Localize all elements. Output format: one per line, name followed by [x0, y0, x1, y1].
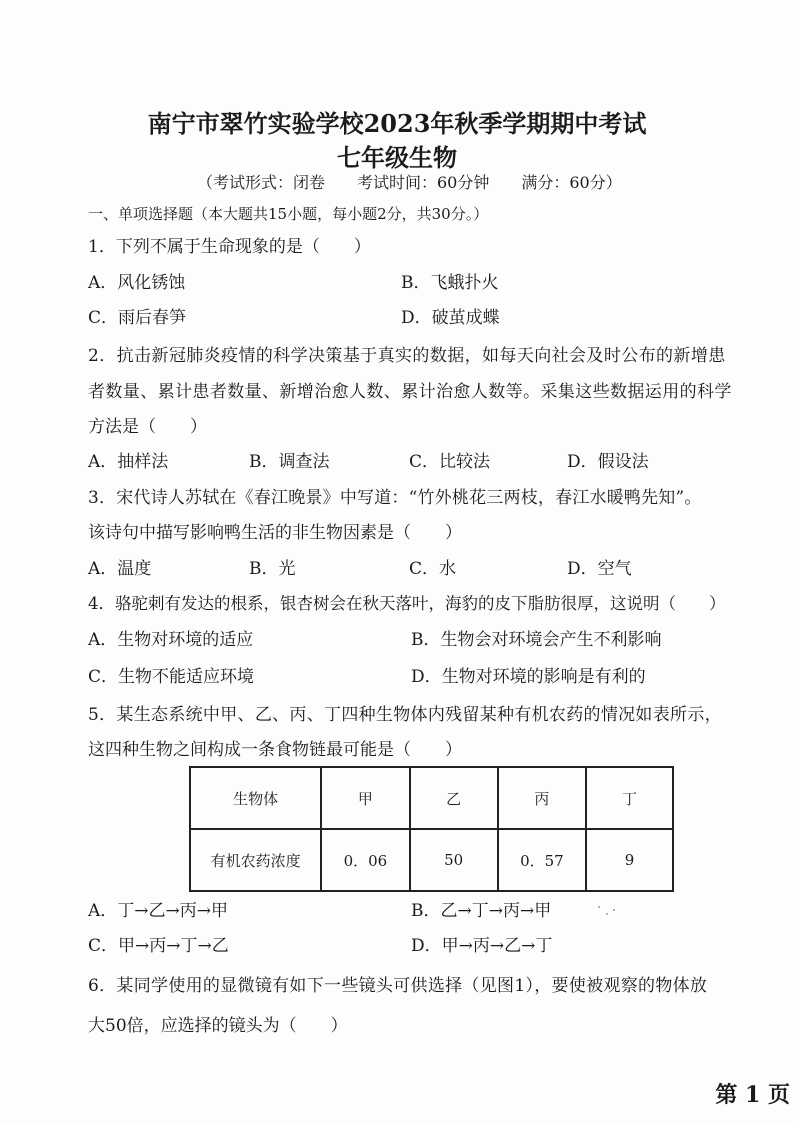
question-1-option-d: D．破茧成蝶 — [401, 308, 500, 328]
question-3-option-d: D．空气 — [567, 559, 632, 579]
exam-title: 南宁市翠竹实验学校2023年秋季学期期中考试 — [147, 109, 647, 138]
table-header-cell: 丙 — [498, 767, 586, 829]
table-header-cell: 生物体 — [190, 767, 321, 829]
question-1-option-b: B．飞蛾扑火 — [401, 273, 499, 293]
question-1-stem: 1．下列不属于生命现象的是（ ） — [88, 237, 371, 257]
question-4-option-c: C．生物不能适应环境 — [88, 667, 255, 687]
question-1-option-c: C．雨后春笋 — [88, 308, 187, 328]
table-cell: 0．06 — [321, 829, 409, 891]
question-2-option-d: D．假设法 — [567, 452, 649, 472]
table-header-cell: 甲 — [321, 767, 409, 829]
scan-speck — [613, 909, 615, 911]
question-5-option-d: D．甲→丙→乙→丁 — [411, 936, 553, 956]
page-number: 第 1 页 — [715, 1082, 790, 1108]
question-1-option-a: A．风化锈蚀 — [88, 273, 186, 293]
question-4-stem: 4．骆驼刺有发达的根系，银杏树会在秋天落叶，海豹的皮下脂肪很厚，这说明（ ） — [88, 594, 726, 613]
question-3-option-c: C．水 — [409, 559, 457, 579]
table-cell: 9 — [586, 829, 673, 891]
question-2-option-a: A．抽样法 — [88, 452, 169, 472]
question-3-line-2: 该诗句中描写影响鸭生活的非生物因素是（ ） — [88, 523, 462, 543]
question-4-option-d: D．生物对环境的影响是有利的 — [411, 667, 646, 687]
table-cell: 0．57 — [498, 829, 586, 891]
question-4-option-a: A．生物对环境的适应 — [88, 630, 254, 650]
exam-info: （考试形式：闭卷 考试时间：60分钟 满分：60分） — [197, 173, 622, 192]
question-3-option-a: A．温度 — [88, 559, 152, 579]
question-4-option-b: B．生物会对环境会产生不利影响 — [411, 630, 662, 650]
exam-subtitle: 七年级生物 — [337, 143, 457, 172]
question-2-line-2: 者数量、累计患者数量、新增治愈人数、累计治愈人数等。采集这些数据运用的科学 — [88, 382, 732, 402]
question-5-line-2: 这四种生物之间构成一条食物链最可能是（ ） — [88, 740, 462, 760]
question-2-line-3: 方法是（ ） — [88, 417, 207, 437]
question-5-option-b: B．乙→丁→丙→甲 — [411, 901, 552, 921]
question-6-line-2: 大50倍，应选择的镜头为（ ） — [88, 1016, 348, 1036]
table-header-cell: 乙 — [410, 767, 498, 829]
question-3-option-b: B．光 — [249, 559, 296, 579]
question-5-line-1: 5．某生态系统中甲、乙、丙、丁四种生物体内残留某种有机农药的情况如表所示， — [88, 705, 722, 725]
scan-speck — [598, 906, 600, 908]
table-header-cell: 丁 — [586, 767, 673, 829]
question-6-line-1: 6．某同学使用的显微镜有如下一些镜头可供选择（见图1），要使被观察的物体放 — [88, 976, 708, 996]
question-3-line-1: 3．宋代诗人苏轼在《春江晚景》中写道：“竹外桃花三两枝，春江水暖鸭先知”。 — [88, 488, 702, 508]
scan-speck — [606, 913, 608, 915]
table-cell: 50 — [410, 829, 498, 891]
question-5-option-c: C．甲→丙→丁→乙 — [88, 936, 229, 956]
question-2-option-b: B．调查法 — [249, 452, 330, 472]
table-cell: 有机农药浓度 — [190, 829, 321, 891]
question-2-option-c: C．比较法 — [409, 452, 491, 472]
question-2-line-1: 2．抗击新冠肺炎疫情的科学决策基于真实的数据，如每天向社会及时公布的新增患 — [88, 346, 726, 366]
question-5-option-a: A．丁→乙→丙→甲 — [88, 901, 229, 921]
section-heading: 一、单项选择题（本大题共15小题，每小题2分，共30分。） — [88, 205, 489, 223]
pesticide-table — [189, 766, 674, 892]
table-header-row — [190, 767, 673, 829]
table-row — [190, 829, 673, 891]
